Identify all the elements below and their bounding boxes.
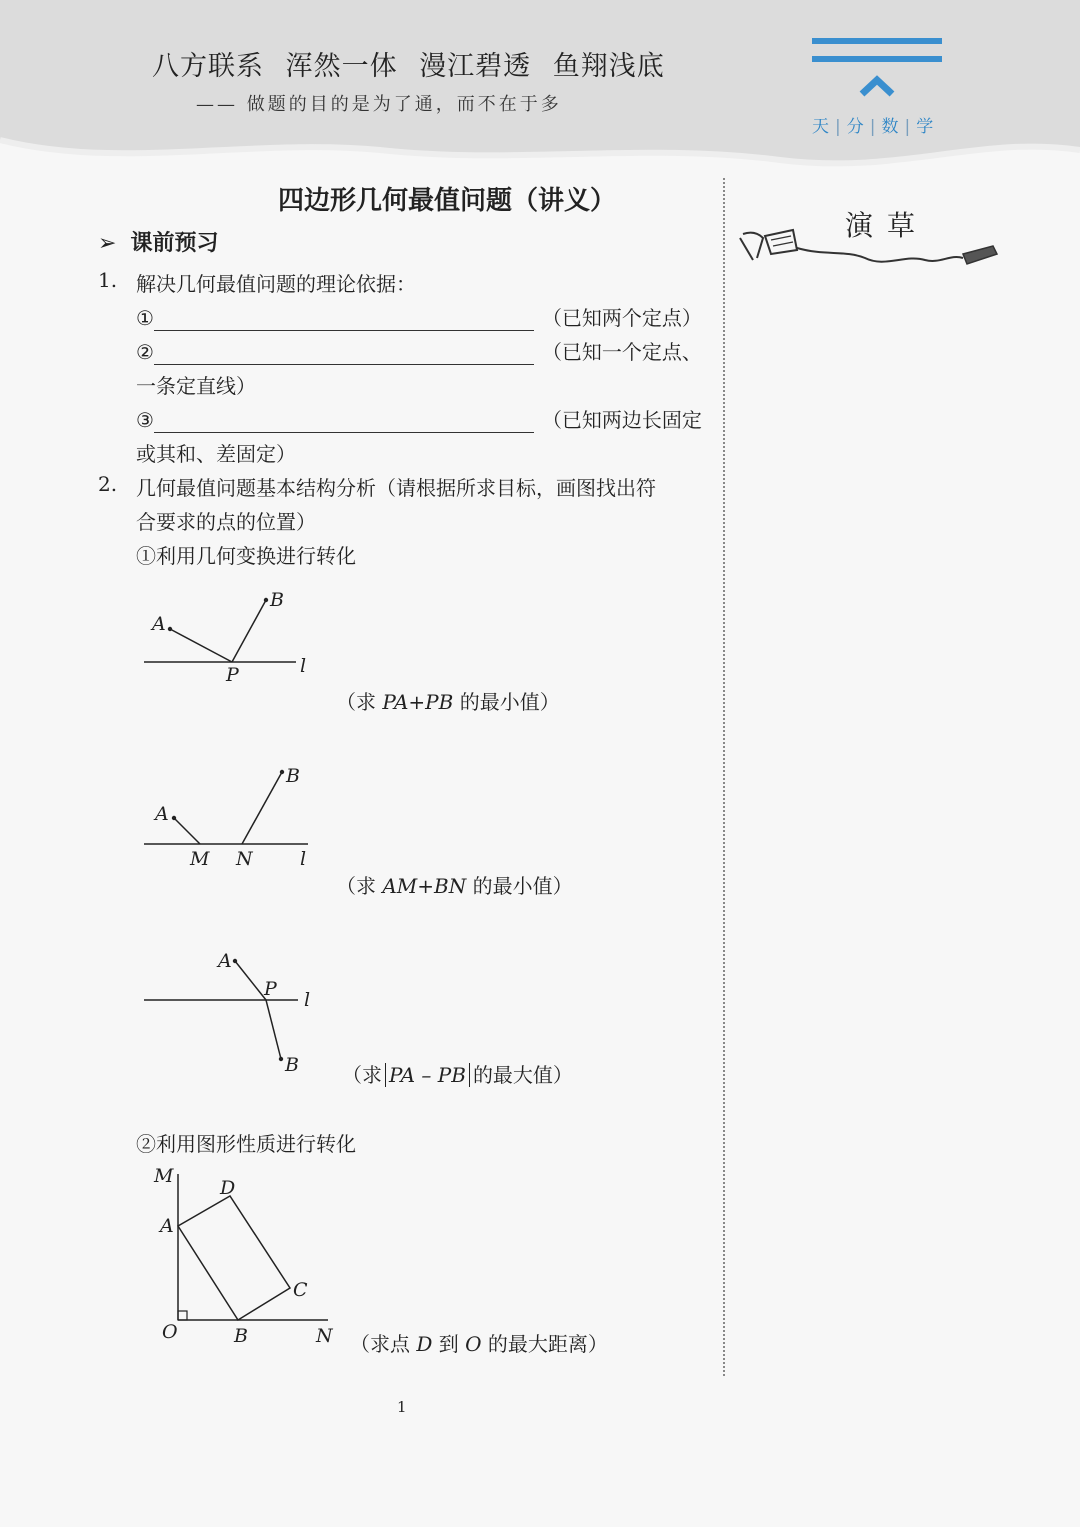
figure-4-diagram xyxy=(150,1160,350,1360)
label-a: A xyxy=(160,1215,174,1237)
fill-blank-line xyxy=(136,336,702,365)
caption-text: （求 xyxy=(342,1063,382,1087)
fill-blank-line xyxy=(136,302,702,331)
caption-text: （求点 xyxy=(350,1332,417,1356)
answer-blank[interactable] xyxy=(154,308,534,331)
caption-text: 的最大距离） xyxy=(481,1332,608,1356)
point-a xyxy=(233,959,237,963)
item-hint: （已知一个定点、 xyxy=(541,340,702,364)
section-heading xyxy=(98,226,218,257)
caption-text: （求 xyxy=(336,690,383,714)
label-m: M xyxy=(190,848,210,870)
caption-text: 的最小值） xyxy=(453,690,560,714)
brand-char: 分 xyxy=(846,117,868,137)
point-a xyxy=(168,627,172,631)
item-hint: （已知两边长固定 xyxy=(541,408,702,432)
figure-4-caption xyxy=(350,1328,608,1357)
item-hint: （已知两个定点） xyxy=(541,306,702,330)
caption-expression: PA+PB xyxy=(382,690,454,714)
section-title: 课前预习 xyxy=(130,231,219,256)
label-b: B xyxy=(270,589,284,611)
brand-name xyxy=(812,112,937,137)
label-c: C xyxy=(293,1279,308,1301)
brand-separator: | xyxy=(904,117,915,137)
caption-point-o: O xyxy=(465,1332,482,1356)
brand-char: 数 xyxy=(881,117,903,137)
pencil-doodle-icon xyxy=(735,224,1000,274)
item-hint-continued: 一条定直线） xyxy=(136,374,256,398)
answer-blank[interactable] xyxy=(154,410,534,433)
answer-blank[interactable] xyxy=(154,342,534,365)
motto-phrase: 八方联系 xyxy=(152,51,264,82)
motto-phrase: 漫江碧透 xyxy=(419,51,532,82)
absolute-value-bars xyxy=(385,1063,470,1087)
label-l: l xyxy=(304,989,311,1011)
label-a: A xyxy=(218,950,232,972)
item-mark: ② xyxy=(136,340,154,364)
segment-pa xyxy=(170,629,232,662)
brand-char: 天 xyxy=(812,117,833,137)
figure-1-caption xyxy=(336,686,560,715)
caption-point-d: D xyxy=(416,1332,433,1356)
label-p: P xyxy=(264,978,277,1000)
point-a xyxy=(172,816,176,820)
question-number: 2. xyxy=(98,472,118,496)
question-text: 解决几何最值问题的理论依据： xyxy=(136,272,416,296)
segment-bn xyxy=(242,772,282,844)
figure-1-diagram xyxy=(140,585,320,685)
figure-3-caption xyxy=(342,1059,573,1088)
brand-char: 学 xyxy=(916,117,938,137)
question-text: 几何最值问题基本结构分析（请根据所求目标，画图找出符 xyxy=(136,476,656,500)
figure-2-caption xyxy=(336,870,573,899)
header-sub-motto: —— 做题的目的是为了通，而不在于多 xyxy=(196,94,562,115)
point-b xyxy=(264,598,268,602)
label-d: D xyxy=(220,1177,236,1199)
caption-expression: PA – PB xyxy=(389,1063,466,1087)
figure-2-diagram xyxy=(140,762,330,872)
caption-text: （求 xyxy=(336,874,383,898)
right-angle-mark xyxy=(178,1311,187,1320)
item-mark: ③ xyxy=(136,408,154,432)
point-b xyxy=(279,1057,283,1061)
page-number: 1 xyxy=(397,1398,407,1416)
label-a: A xyxy=(152,613,166,635)
section-arrow-icon: ➢ xyxy=(98,231,117,256)
segment-am xyxy=(174,818,200,844)
label-l: l xyxy=(300,848,307,870)
motto-phrase: 鱼翔浅底 xyxy=(552,51,665,82)
label-n: N xyxy=(316,1325,333,1347)
document-title: 四边形几何最值问题（讲义） xyxy=(278,186,617,216)
header-motto xyxy=(152,44,677,83)
label-b: B xyxy=(234,1325,248,1347)
label-b: B xyxy=(285,1054,299,1076)
segment-pb xyxy=(266,1000,281,1059)
column-divider xyxy=(723,178,725,1376)
item-hint-continued: 或其和、差固定） xyxy=(136,442,296,466)
question-number: 1. xyxy=(98,268,118,292)
question-text-continued: 合要求的点的位置） xyxy=(136,510,316,534)
segment-pb xyxy=(232,600,266,662)
caption-text: 到 xyxy=(432,1332,466,1356)
label-m: M xyxy=(154,1165,174,1187)
label-a: A xyxy=(155,803,169,825)
label-b: B xyxy=(286,765,300,787)
motto-phrase: 浑然一体 xyxy=(285,51,398,82)
brand-separator: | xyxy=(869,117,880,137)
caption-expression: AM+BN xyxy=(382,874,467,898)
fill-blank-line xyxy=(136,404,702,433)
figure-3-diagram xyxy=(140,945,330,1080)
label-l: l xyxy=(300,655,307,677)
subsection-title: ②利用图形性质进行转化 xyxy=(136,1132,356,1156)
label-n: N xyxy=(236,848,253,870)
brand-separator: | xyxy=(835,117,845,137)
draft-title: 演草 xyxy=(845,209,930,242)
rectangle-abcd xyxy=(178,1196,290,1320)
caption-text: 的最小值） xyxy=(466,874,573,898)
segment-pa xyxy=(235,961,266,1000)
subsection-title: ①利用几何变换进行转化 xyxy=(136,544,356,568)
caption-text: 的最大值） xyxy=(472,1063,573,1087)
label-o: O xyxy=(162,1321,178,1343)
label-p: P xyxy=(226,664,239,685)
item-mark: ① xyxy=(136,306,154,330)
point-b xyxy=(280,770,284,774)
